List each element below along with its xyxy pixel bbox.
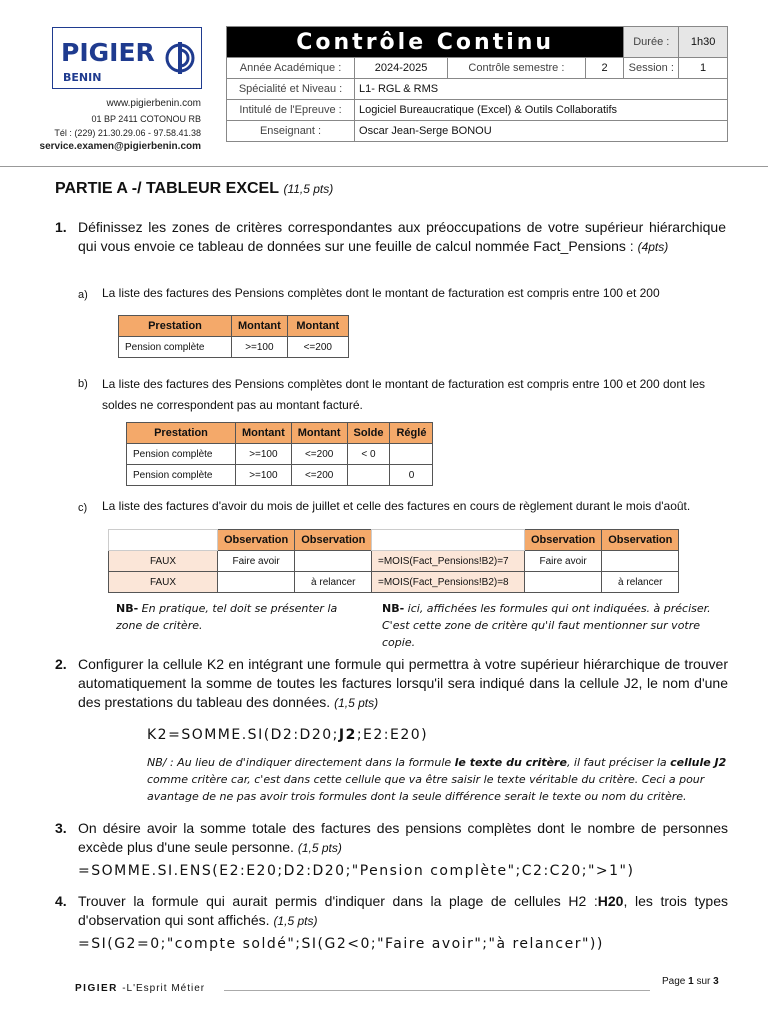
q1-text-body: Définissez les zones de critères correspondantes aux préoccupations de votre supérieur hiérarchique qui vous envoie ce tableau de données sur une feuille de calcul nommée Fact_Pensions : (78, 219, 726, 254)
q1c-right-note-text: ici, affichées les formules qui ont indiquées. à préciser. C'est cette zone de critère qu'il faut mentionner sur votre copie. (382, 602, 711, 649)
q1b-r2-solde (347, 465, 390, 486)
q1c-left-table (108, 529, 372, 593)
q1b-r2-prestation: Pension complète (127, 465, 236, 486)
q4-text-b: H20 (597, 893, 624, 909)
annee-value: 2024-2025 (355, 58, 448, 79)
q1b-th-prestation: Prestation (127, 423, 236, 444)
q2-formula-a: K2=SOMME.SI(D2:D20; (147, 727, 339, 743)
q4-text-c: , les trois types d'observation qui sont affichés. (78, 893, 728, 928)
q1c-right-r1-c3 (602, 551, 679, 572)
session-value: 1 (679, 58, 728, 79)
q2-formula (147, 727, 428, 743)
q2-number: 2. (55, 656, 67, 672)
annee-label: Année Académique : (227, 58, 355, 79)
q1b-r1-montant1: >=100 (236, 444, 292, 465)
page-total: 3 (713, 976, 719, 987)
part-title-text: PARTIE A -/ TABLEUR EXCEL (55, 180, 279, 197)
q1c-left-th-obs1: Observation (218, 530, 295, 551)
q1b-criteria-table (126, 422, 433, 486)
q1c-left-note-label: NB- (116, 602, 139, 615)
contact-phone: Tél : (229) 21.30.29.06 - 97.58.41.38 (54, 128, 201, 138)
q1a-letter: a) (78, 289, 88, 301)
specialite-value: L1- RGL & RMS (355, 79, 728, 100)
q1b-letter: b) (78, 378, 88, 390)
q2-note-1: NB/ : Au lieu de d'indiquer directement dans la formule (147, 756, 455, 769)
q1b-r1-solde: < 0 (347, 444, 390, 465)
q1b-th-solde: Solde (347, 423, 390, 444)
q1c-left-r2-c1: FAUX (109, 572, 218, 593)
header-divider (0, 166, 768, 167)
q1c-right-note (382, 600, 717, 651)
q1c-text: La liste des factures d'avoir du mois de juillet et celle des factures en cours de règlement durant le mois d'août. (102, 499, 691, 513)
q2-note-3: , il faut préciser la (566, 756, 671, 769)
q2-pts: (1,5 pts) (334, 696, 379, 710)
q1c-left-r1-c3 (295, 551, 372, 572)
q1c-left-note (116, 600, 366, 634)
session-label: Session : (624, 58, 679, 79)
q1c-left-r1-c2: Faire avoir (218, 551, 295, 572)
q1b-r1-montant2: <=200 (291, 444, 347, 465)
q4-text-a: Trouver la formule qui aurait permis d'indiquer dans la plage de cellules H2 : (78, 893, 598, 909)
q4-formula: =SI(G2=0;"compte soldé";SI(G2<0;"Faire avoir";"à relancer")) (78, 936, 604, 952)
q1c-right-r1-c2: Faire avoir (525, 551, 602, 572)
q1b-r2-montant1: >=100 (236, 465, 292, 486)
duree-label: Durée : (624, 27, 679, 58)
logo-emblem-icon (164, 38, 196, 78)
part-pts: (11,5 pts) (283, 182, 334, 196)
q1c-left-r2-c2 (218, 572, 295, 593)
footer-brand (75, 983, 205, 994)
q2-note-4: cellule J2 (670, 756, 727, 769)
q2-note-5: comme critère car, c'est dans cette cellule que va être saisir le texte véritable du critère. Ceci a pour avantage de ne pas avoir trois formules dont la seule différence serait le texte ou nom du critère. (147, 773, 705, 803)
q3-formula: =SOMME.SI.ENS(E2:E20;D2:D20;"Pension complète";C2:C20;">1") (78, 863, 635, 879)
contact-website[interactable]: www.pigierbenin.com (106, 98, 201, 109)
q4-number: 4. (55, 893, 67, 909)
q1c-right-th-empty (372, 530, 525, 551)
footer-tagline: -L'Esprit Métier (122, 983, 206, 994)
pigier-logo (52, 27, 202, 89)
intitule-label: Intitulé de l'Epreuve : (227, 100, 355, 121)
q1-text (78, 218, 726, 257)
q1b-r2-montant2: <=200 (291, 465, 347, 486)
q2-note (147, 754, 727, 805)
q1c-left-r2-c3: à relancer (295, 572, 372, 593)
q1b-th-montant2: Montant (291, 423, 347, 444)
page-label: Page (662, 976, 689, 987)
q1b-th-regle: Réglé (390, 423, 433, 444)
q1c-right-th-obs2: Observation (602, 530, 679, 551)
q1c-right-r2-c3: à relancer (602, 572, 679, 593)
q1a-cell-prestation: Pension complète (119, 337, 232, 358)
q1c-right-note-label: NB- (382, 602, 405, 615)
q1c-right-r2-c1: =MOIS(Fact_Pensions!B2)=8 (372, 572, 525, 593)
part-title (55, 180, 333, 198)
q1a-cell-montant2: <=200 (287, 337, 348, 358)
q3-text-body: On désire avoir la somme totale des factures des pensions complètes dont le nombre de personnes excède plus d'une seule personne. (78, 820, 728, 855)
q1c-left-note-text: En pratique, tel doit se présenter la zone de critère. (116, 602, 338, 632)
q1a-th-montant2: Montant (287, 316, 348, 337)
q1c-right-r1-c1: =MOIS(Fact_Pensions!B2)=7 (372, 551, 525, 572)
q2-note-2: le texte du critère (454, 756, 567, 769)
q1b-text: La liste des factures des Pensions complètes dont le montant de facturation est compris entre 100 et 200 dont les soldes ne correspondent pas au montant facturé. (102, 377, 706, 412)
q1a-th-prestation: Prestation (119, 316, 232, 337)
q2-text-body: Configurer la cellule K2 en intégrant une formule qui permettra à votre supérieur hiérarchique de trouver automatiquement la somme de toutes les factures lorsqu'il sera indiqué dans la cellule J2, le nom d'une des prestations du tableau des données. (78, 656, 728, 710)
enseignant-value: Oscar Jean-Serge BONOU (355, 121, 728, 142)
q1c-right-table (371, 529, 679, 593)
specialite-label: Spécialité et Niveau : (227, 79, 355, 100)
q1c-right-r2-c2 (525, 572, 602, 593)
q2-formula-b: J2 (338, 727, 357, 743)
q1a-cell-montant1: >=100 (232, 337, 288, 358)
footer-divider (224, 990, 650, 991)
q4-text (78, 892, 728, 931)
q3-text (78, 819, 728, 858)
q4-pts: (1,5 pts) (273, 914, 318, 928)
q1c-letter: c) (78, 502, 88, 514)
q3-pts: (1,5 pts) (297, 841, 342, 855)
exam-header-table (226, 26, 728, 142)
controle-value: 2 (585, 58, 624, 79)
q1b-r1-regle (390, 444, 433, 465)
enseignant-label: Enseignant : (227, 121, 355, 142)
q1b-r2-regle: 0 (390, 465, 433, 486)
footer-brand-name: PIGIER (75, 983, 118, 994)
logo-word: PIGIER (61, 38, 155, 67)
q1c-left-th-empty (109, 530, 218, 551)
q2-text (78, 655, 728, 713)
contact-email[interactable]: service.examen@pigierbenin.com (39, 141, 201, 152)
q1a-th-montant1: Montant (232, 316, 288, 337)
q1b-th-montant1: Montant (236, 423, 292, 444)
duree-value: 1h30 (679, 27, 728, 58)
q3-number: 3. (55, 820, 67, 836)
q1c-left-r1-c1: FAUX (109, 551, 218, 572)
exam-title: Contrôle Continu (227, 27, 624, 58)
q1b-r1-prestation: Pension complète (127, 444, 236, 465)
controle-label: Contrôle semestre : (448, 58, 586, 79)
intitule-value: Logiciel Bureaucratique (Excel) & Outils Collaboratifs (355, 100, 728, 121)
q1-pts: (4pts) (637, 240, 669, 254)
q1c-right-th-obs1: Observation (525, 530, 602, 551)
page-current: 1 (688, 976, 694, 987)
q2-formula-c: ;E2:E20) (356, 727, 429, 743)
q1-number: 1. (55, 219, 67, 235)
q1a-text: La liste des factures des Pensions complètes dont le montant de facturation est compris entre 100 et 200 (102, 286, 660, 300)
logo-sub: BENIN (63, 71, 102, 84)
contact-address: 01 BP 2411 COTONOU RB (91, 114, 201, 124)
page-number (662, 976, 719, 987)
page-sep: sur (693, 976, 714, 987)
q1a-criteria-table (118, 315, 349, 358)
q1c-left-th-obs2: Observation (295, 530, 372, 551)
